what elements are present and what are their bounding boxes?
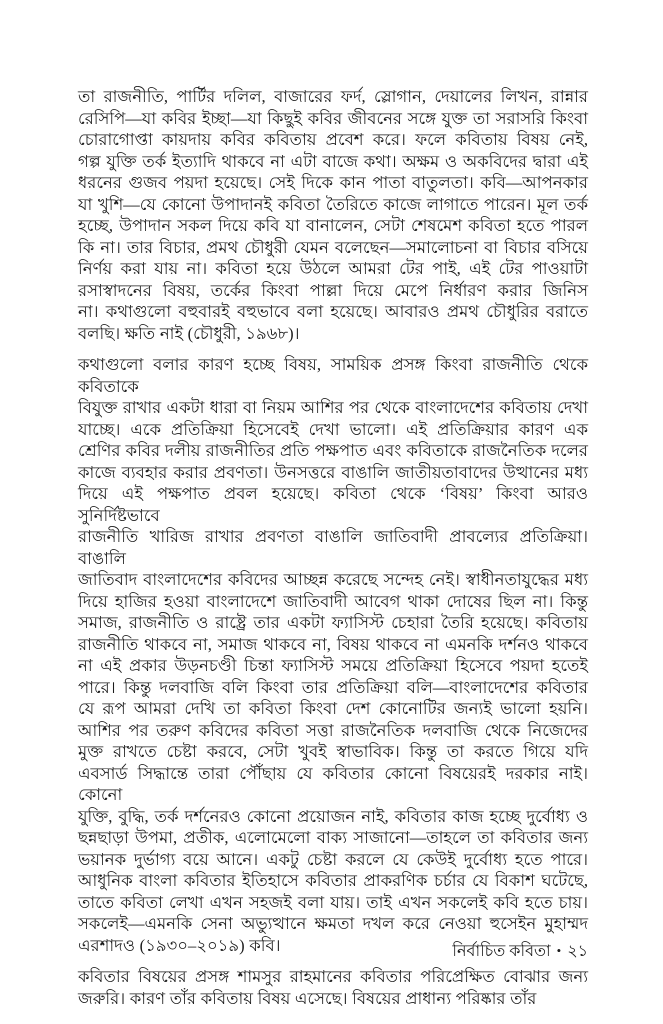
text-line: পারে। কিন্তু দলবাজি বলি কিংবা তার প্রতিক্রিয়া বলি—বাংলাদেশের কবিতার: [78, 677, 588, 697]
text-line: দিয়ে এই পক্ষপাত প্রবল হয়েছে। কবিতা থেকে ‘বিষয়’ কিংবা আরও সুনির্দিষ্টভাবে: [78, 484, 588, 525]
text-line: না এই প্রকার উড়নচণ্ডী চিন্তা ফ্যাসিস্ট সময়ে প্রতিক্রিয়া হিসেবে পয়দা হতেই: [78, 656, 588, 675]
text-line: যাচ্ছে। একে প্রতিক্রিয়া হিসেবেই দেখা ভালো। এই প্রতিক্রিয়ার কারণ এক: [78, 419, 588, 439]
running-footer: [452, 940, 588, 963]
text-line: তা রাজনীতি, পার্টির দলিল, বাজারের ফর্দ, স্লোগান, দেয়ালের লিখন, রান্নার: [78, 87, 588, 106]
footer-book-title: নির্বাচিত কবিতা: [452, 943, 551, 960]
text-line: রসাস্বাদনের বিষয়, তর্কের কিংবা পাল্লা দিয়ে মেপে নির্ধারণ করার জিনিস: [78, 280, 588, 300]
text-line: কি না। তার বিচার, প্রমথ চৌধুরী যেমন বলেছেন—সমালোচনা বা বিচার বসিয়ে: [78, 237, 588, 257]
text-line: যুক্তি, বুদ্ধি, তর্ক দর্শনেরও কোনো প্রয়োজন নাই, কবিতার কাজ হচ্ছে দুর্বোধ্য ও: [78, 806, 588, 826]
text-line: যে রূপ আমরা দেখি তা কবিতা কিংবা দেশ কোনোটির জন্যই ভালো হয়নি।: [78, 699, 588, 718]
text-line: জাতিবাদ বাংলাদেশের কবিদের আচ্ছন্ন করেছে সন্দেহ নেই। স্বাধীনতাযুদ্ধের মধ্য: [78, 570, 588, 589]
text-line: গল্প যুক্তি তর্ক ইত্যাদি থাকবে না এটা বাজে কথা। অক্ষম ও অকবিদের দ্বারা এই: [78, 151, 588, 171]
bullet-separator-icon: •: [556, 943, 562, 958]
text-line: তাতে কবিতা লেখা এখন সহজই বলা যায়। তাই এখন সকলেই কবি হতে চায়।: [78, 892, 588, 912]
footer-page-number: ২১: [567, 943, 588, 960]
text-line: হচ্ছে, উপাদান সকল দিয়ে কবি যা বানালেন, সেটা শেষমেশ কবিতা হতে পারল: [78, 216, 588, 235]
text-line: কবিতার বিষয়ের প্রসঙ্গ শামসুর রাহমানের কবিতার পরিপ্রেক্ষিত বোঝার জন্য: [78, 967, 588, 986]
text-line: জরুরি। কারণ তাঁর কবিতায় বিষয় এসেছে। বিষয়ের প্রাধান্য পরিষ্কার তাঁর: [78, 988, 537, 1008]
text-line: ভয়ানক দুর্ভাগ্য বয়ে আনে। একটু চেষ্টা করলে যে কেউই দুর্বোধ্য হতে পারে।: [78, 849, 588, 869]
body-text: [78, 86, 588, 1019]
text-line: কাজে ব্যবহার করার প্রবণতা। উনসত্তরে বাঙালি জাতীয়তাবাদের উত্থানের মধ্য: [78, 462, 588, 482]
text-line: চোরাগোপ্তা কায়দায় কবির কবিতায় প্রবেশ করে। ফলে কবিতায় বিষয় নেই,: [78, 130, 588, 149]
text-line: নির্ণয় করা যায় না। কবিতা হয়ে উঠলে আমরা টের পাই, এই টের পাওয়াটা: [78, 259, 588, 278]
paragraph: [78, 966, 588, 1009]
text-line: এরশাদও (১৯৩০–২০১৯) কবি।: [78, 935, 281, 955]
text-line: ছন্নছাড়া উপমা, প্রতীক, এলোমেলো বাক্য সাজানো—তাহলে তা কবিতার জন্য: [78, 828, 588, 847]
text-line: বিযুক্ত রাখার একটা ধারা বা নিয়ম আশির পর থেকে বাংলাদেশের কবিতায় দেখা: [78, 398, 588, 417]
text-line: সকলেই—এমনকি সেনা অভ্যুত্থানে ক্ষমতা দখল করে নেওয়া হুসেইন মুহাম্মদ: [78, 914, 588, 933]
paragraph: [78, 354, 588, 956]
text-line: আধুনিক বাংলা কবিতার ইতিহাসে কবিতার প্রাকরণিক চর্চার যে বিকাশ ঘটেছে,: [78, 871, 588, 890]
text-line: কথাগুলো বলার কারণ হচ্ছে বিষয়, সাময়িক প্রসঙ্গ কিংবা রাজনীতি থেকে কবিতাকে: [78, 355, 588, 396]
text-line: যা খুশি—যে কোনো উপাদানই কবিতা তৈরিতে কাজে লাগাতে পারেন। মূল তর্ক: [78, 194, 588, 214]
text-line: বলছি। ক্ষতি নাই (চৌধুরী, ১৯৬৮)।: [78, 323, 300, 343]
text-line: রাজনীতি খারিজ রাখার প্রবণতা বাঙালি জাতিবাদী প্রাবল্যের প্রতিক্রিয়া। বাঙালি: [78, 527, 588, 568]
paragraph: [78, 86, 588, 344]
text-line: রেসিপি—যা কবির ইচ্ছা—যা কিছুই কবির জীবনের সঙ্গে যুক্ত তা সরাসরি কিংবা: [78, 108, 588, 128]
text-line: এবসার্ড সিদ্ধান্তে তারা পৌঁছায় যে কবিতার কোনো বিষয়েরই দরকার নাই। কোনো: [78, 763, 588, 804]
text-line: রাজনীতি থাকবে না, সমাজ থাকবে না, বিষয় থাকবে না এমনকি দর্শনও থাকবে: [78, 634, 588, 654]
text-line: সমাজ, রাজনীতি ও রাষ্ট্রে তার একটা ফ্যাসিস্ট চেহারা তৈরি হয়েছে। কবিতায়: [78, 613, 588, 632]
text-line: শ্রেণির কবির দলীয় রাজনীতির প্রতি পক্ষপাত এবং কবিতাকে রাজনৈতিক দলের: [78, 441, 588, 460]
text-line: ধরনের গুজব পয়দা হয়েছে। সেই দিকে কান পাতা বাতুলতা। কবি—আপনকার: [78, 173, 588, 192]
text-line: আশির পর তরুণ কবিদের কবিতা সত্তা রাজনৈতিক দলবাজি থেকে নিজেদের: [78, 720, 588, 740]
text-line: দিয়ে হাজির হওয়া বাংলাদেশে জাতিবাদী আবেগ থাকা দোষের ছিল না। কিন্তু: [78, 591, 588, 611]
text-line: না। কথাগুলো বহুবারই বহুভাবে বলা হয়েছে। আবারও প্রমথ চৌধুরির বরাতে: [78, 302, 588, 321]
text-line: মুক্ত রাখতে চেষ্টা করবে, সেটা খুবই স্বাভাবিক। কিন্তু তা করতে গিয়ে যদি: [78, 742, 588, 761]
